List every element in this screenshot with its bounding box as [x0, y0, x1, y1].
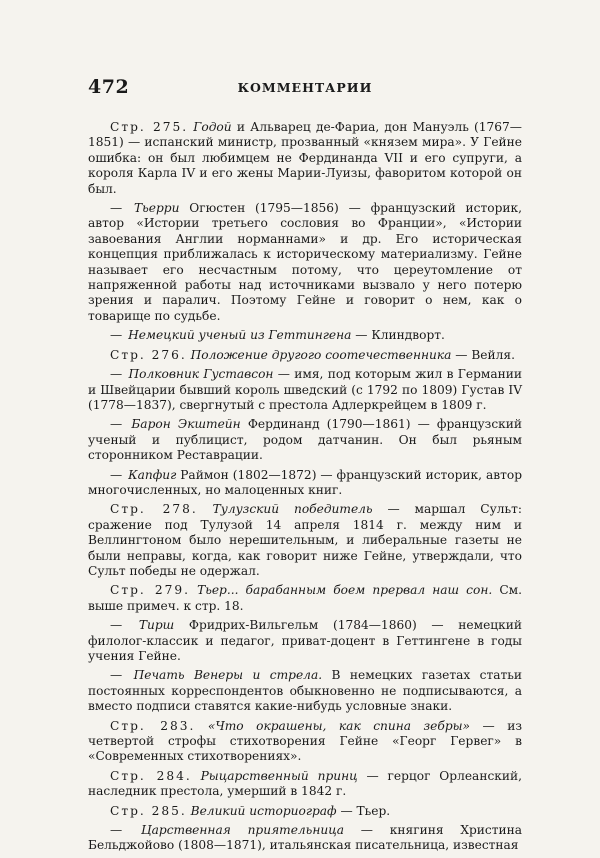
entry-ref: Стр. 278.	[110, 502, 198, 517]
commentary-entry	[88, 367, 522, 413]
page-header	[88, 76, 522, 100]
commentary-entry	[88, 618, 522, 664]
entry-term: Немецкий ученый из Геттингена	[128, 328, 352, 343]
entry-text: Фердинанд (1790—1861) — французский ученый и публицист, родом датчанин. Он был рьяным сторонником Реставрации.	[88, 417, 523, 463]
entry-term: Рыцарственный принц	[200, 768, 358, 783]
entry-term: Тулузский победитель	[212, 502, 373, 517]
commentary-entry	[88, 769, 522, 800]
entry-term: Царственная приятельница	[141, 823, 344, 838]
entry-term: Тьер... барабанным боем прервал наш сон.	[197, 583, 493, 598]
entry-term: Годой	[193, 120, 232, 134]
commentary-body	[88, 120, 522, 858]
entry-ref: Стр. 283.	[110, 718, 196, 733]
running-head: КОММЕНТАРИИ	[237, 80, 373, 95]
entry-term: Капфиг	[128, 467, 177, 482]
entry-term: Полковник Густавсон	[128, 367, 274, 382]
entry-text: — имя, под которым жил в Германии и Швейцарии бывший король шведский (с 1792 по 1809) Густав IV (1778—1837), свергнутый с престола Адлеркрейцем в 1809 г.	[88, 367, 522, 412]
entry-term: Барон Экштейн	[131, 417, 241, 432]
entry-text: — маршал Сульт: сражение под Тулузой 14 апреля 1814 г. между ним и Веллингтоном было нерешительным, и либеральные газеты не были неправы, когда, как говорит ниже Гейне, утверждали, что Сульт победы не одержал.	[88, 502, 522, 578]
entry-ref: —	[110, 367, 125, 382]
commentary-entry	[88, 120, 522, 197]
commentary-entry	[88, 823, 522, 854]
entry-text: В немецких газетах статьи постоянных корреспондентов обыкновенно не подписываются, а вместо подписи ставятся какие-нибудь условные знаки.	[88, 668, 522, 714]
entry-ref: —	[110, 201, 125, 216]
entry-text: — Вейля.	[451, 347, 515, 362]
entry-ref: —	[110, 618, 125, 633]
entry-ref: Стр. 279.	[110, 583, 190, 598]
entry-text: Раймон (1802—1872) — французский историк, автор многочисленных, но малоценных книг.	[88, 467, 522, 497]
entry-ref: —	[110, 328, 125, 343]
entry-term: Тьерри	[134, 201, 180, 216]
entry-term: Тирш	[138, 618, 175, 633]
commentary-entry	[88, 201, 522, 324]
entry-term: Печать Венеры и стрела.	[133, 668, 323, 683]
entry-text: Огюстен (1795—1856) — французский историк, автор «Истории третьего сословия во Франции», «Истории завоевания Англии норманнами» и др. Его историческая концепция приближалась к историческому материализму. Гейне называет его несчастным потому, что цереутомление от напряженной работы над источниками вызвало у него потерю зрения и паралич. Поэтому Гейне и говорит о нем, как о товарище по судьбе.	[88, 201, 522, 323]
entry-text: и Альварец де-Фариа, дон Мануэль (1767—1851) — испанский министр, прозванный «князем мира». У Гейне ошибка: он был любимцем не Фердинанда VII и его супруги, а короля Карла IV и его жены Марии-Луизы, фаворитом которой он был.	[88, 120, 522, 196]
entry-term: «Что окрашены, как спина зебры»	[207, 718, 471, 733]
commentary-entry	[88, 804, 522, 819]
entry-text: См. выше примеч. к стр. 18.	[88, 583, 522, 613]
entry-text: — Тьер.	[336, 803, 391, 818]
entry-ref: Стр. 284.	[110, 768, 192, 783]
entry-ref: —	[110, 668, 125, 683]
entry-ref: Стр. 275.	[110, 120, 189, 134]
entry-ref: Стр. 276.	[110, 347, 187, 362]
entry-text: — из четвертой строфы стихотворения Гейне «Георг Гервег» в «Современных стихотворениях».	[88, 718, 522, 764]
commentary-entry	[88, 668, 522, 714]
entry-ref: —	[110, 417, 125, 432]
entry-text: — княгиня Христина Бельджойово (1808—1871), итальянская писательница, известная	[88, 823, 523, 853]
entry-text: Фридрих-Вильгельм (1784—1860) — немецкий филолог-классик и педагог, приват-доцент в Геттингене в годы учения Гейне.	[88, 618, 523, 663]
entry-ref: Стр. 285.	[110, 803, 187, 818]
commentary-entry	[88, 328, 522, 343]
commentary-entry	[88, 583, 522, 614]
page-number: 472	[88, 76, 130, 98]
commentary-entry	[88, 417, 522, 463]
entry-ref: —	[110, 823, 125, 838]
entry-term: Положение другого соотечественника	[190, 347, 452, 362]
entry-term: Великий историограф	[190, 803, 337, 818]
entry-ref: —	[110, 467, 125, 482]
commentary-entry	[88, 468, 522, 499]
commentary-entry	[88, 348, 522, 363]
entry-text: — герцог Орлеанский, наследник престола, умерший в 1842 г.	[88, 768, 523, 799]
entry-text: — Клиндворт.	[351, 328, 445, 343]
commentary-entry	[88, 719, 522, 765]
commentary-entry	[88, 502, 522, 579]
